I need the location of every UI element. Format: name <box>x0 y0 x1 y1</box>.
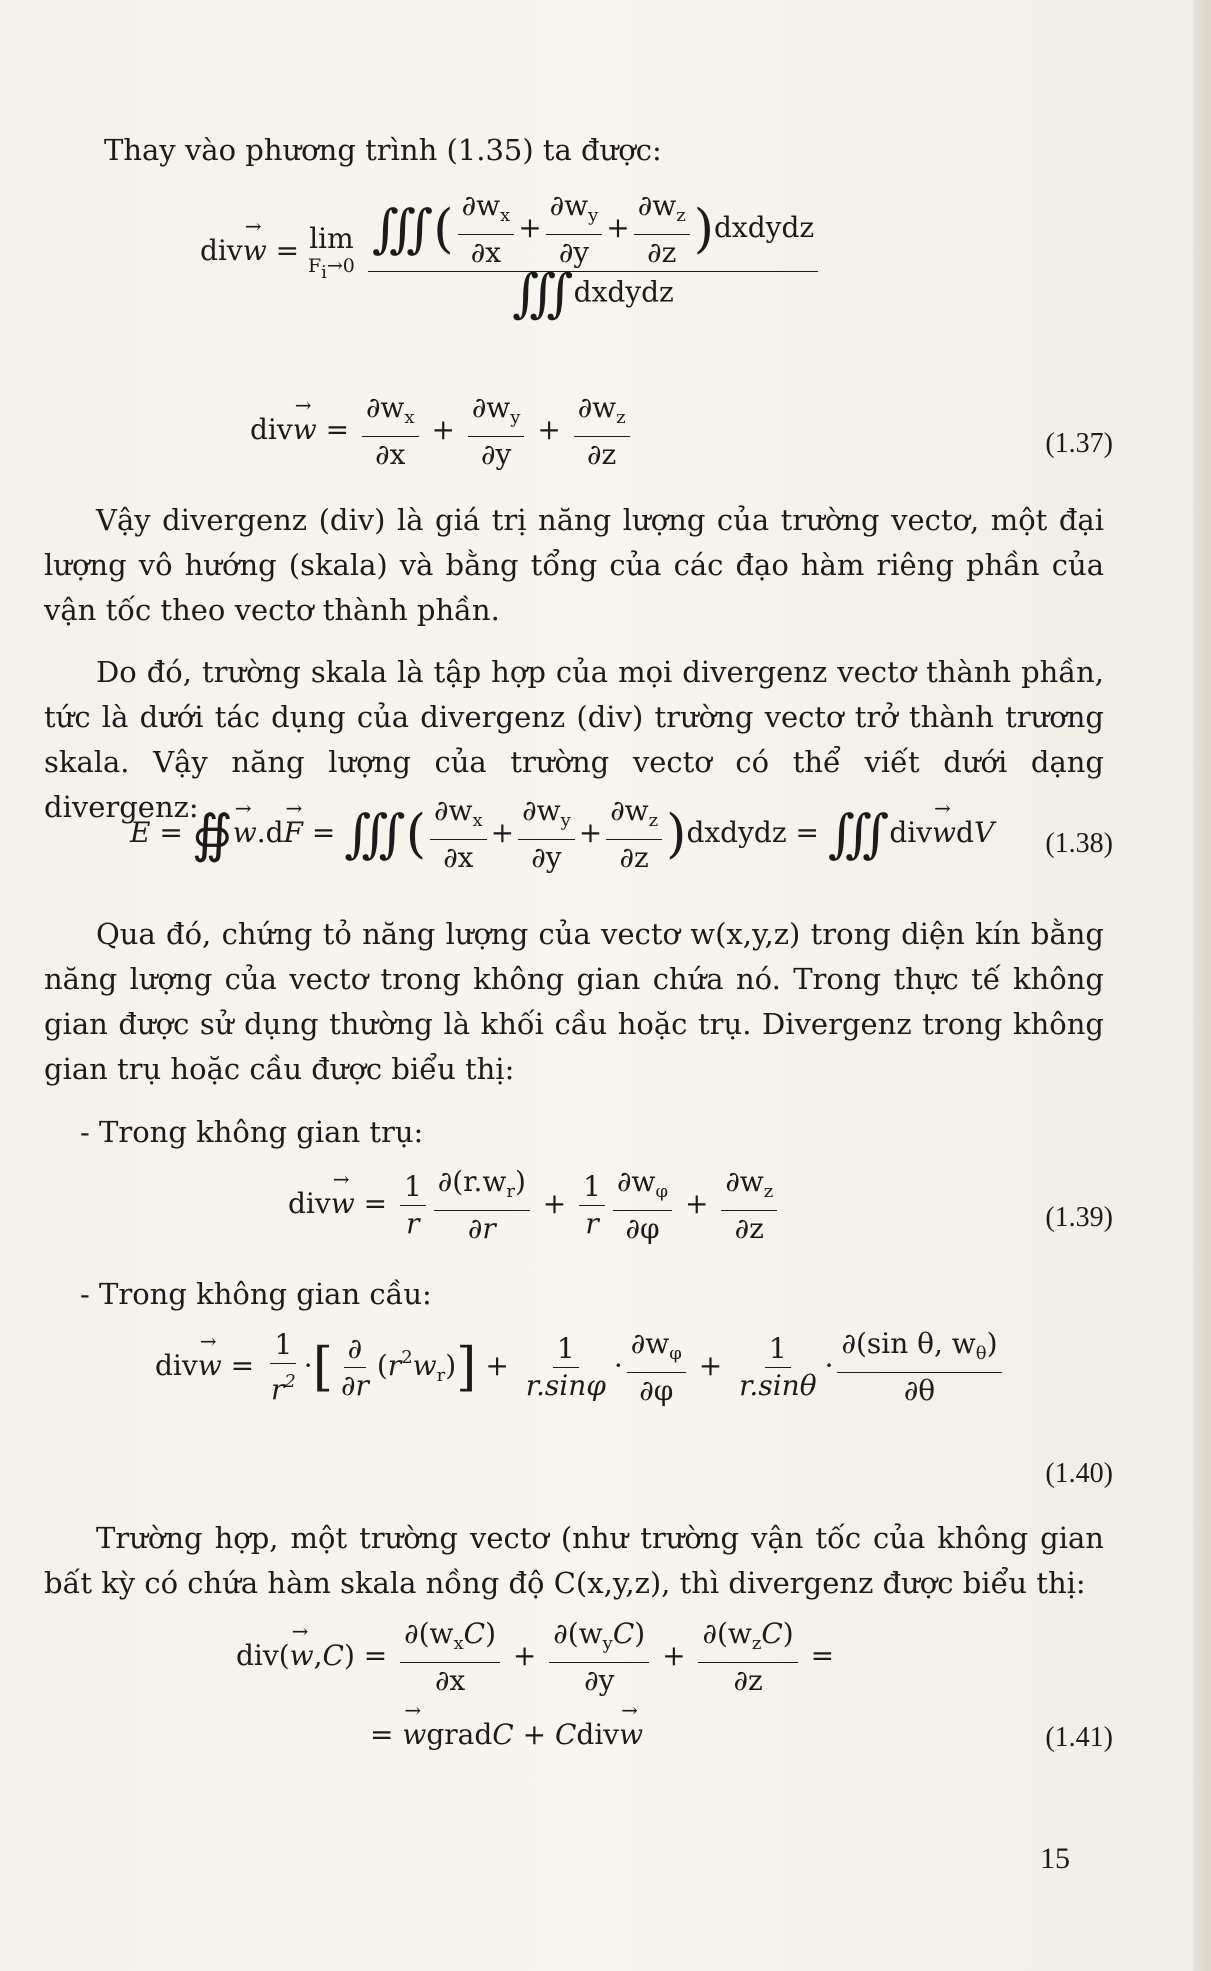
equation-number: (1.37) <box>1045 428 1113 459</box>
page-number: 15 <box>1040 1842 1070 1875</box>
bullet-cylinder: - Trong không gian trụ: <box>80 1115 424 1149</box>
equation-1-41a: div(w →,C) = $\frac{\partial(w_xC)}{\partial x}$ + $\frac{\partial(w_yC)}{\partial y}$ + $\frac{\partial(w_zC)}{\partial z}$ = <box>236 1618 834 1697</box>
equation-1-38: E = ∯w →.dF → = ∭( $\frac{\partial w_x}{\partial x}$ + $\frac{\partial w_y}{\partial y}$ + $\frac{\partial w_z}{\partial z}$ )dxdydz = ∭divw →dV <box>130 795 994 874</box>
equation-number: (1.38) <box>1045 828 1113 859</box>
equation-number: (1.39) <box>1045 1202 1113 1233</box>
equation-1-41b: = w →gradC + Cdivw → <box>370 1718 643 1751</box>
equation-1-39: divw → = $\frac{1}{r}$ $\frac{\partial(r.w_r)}{\partial r}$ + $\frac{1}{r}$ $\frac{\partial w_\varphi}{\partial\varphi}$ + $\frac{\partial w_z}{\partial z}$ <box>288 1166 781 1245</box>
paragraph-scalar-field: Trường hợp, một trường vectơ (như trường vận tốc của không gian bất kỳ có chứa hàm skala nồng độ C(x,y,z), thì divergenz được biểu thị: <box>44 1521 1104 1600</box>
paragraph-skala: Do đó, trường skala là tập hợp của mọi divergenz vectơ thành phần, tức là dưới tác dụng của divergenz (div) trường vectơ trở thành trương skala. Vậy năng lượng của trường vectơ có thể viết dưới dạng divergenz: <box>44 655 1104 824</box>
intro-line: Thay vào phương trình (1.35) ta được: <box>104 133 662 167</box>
paragraph-energy: Qua đó, chứng tỏ năng lượng của vectơ w(x,y,z) trong diện kín bằng năng lượng của vectơ trong không gian chứa nó. Trong thực tế không gian được sử dụng thường là khối cầu hoặc trụ. Divergenz trong không gian trụ hoặc cầu được biểu thị: <box>44 917 1104 1086</box>
equation-1-40: divw → = $\frac{1}{r^2}$ ·[ $\frac{\partial}{\partial r}$ $(r^2w_r)$] + $\frac{1}{r.\sin\varphi}$ · $\frac{\partial w_\varphi}{\partial\varphi}$ + $\frac{1}{r.\sin\theta}$ · $\frac{\partial(\sin \theta, w_\theta)}{\partial\theta}$ <box>155 1328 1006 1407</box>
equation-number: (1.41) <box>1045 1722 1113 1753</box>
equation-1-37: divw → = $\frac{\partial w_x}{\partial x}$ + $\frac{\partial w_y}{\partial y}$ + $\frac{\partial w_z}{\partial z}$ <box>250 392 634 471</box>
equation-number: (1.40) <box>1045 1458 1113 1489</box>
bullet-sphere: - Trong không gian cầu: <box>80 1277 432 1311</box>
paragraph-divergenz: Vậy divergenz (div) là giá trị năng lượng của trường vectơ, một đại lượng vô hướng (skala) và bằng tổng của các đạo hàm riêng phần của vận tốc theo vectơ thành phần. <box>44 503 1104 627</box>
page-edge <box>1193 0 1211 1971</box>
equation-limit: divw → = lim Fi→0 ∭( $\frac{\partial w_x}{\partial x}$ + $\frac{\partial w_y}{\partial y}$ + $\frac{\partial w_z}{\partial z}$ )dxdydz ∭dxdydz <box>200 190 822 314</box>
